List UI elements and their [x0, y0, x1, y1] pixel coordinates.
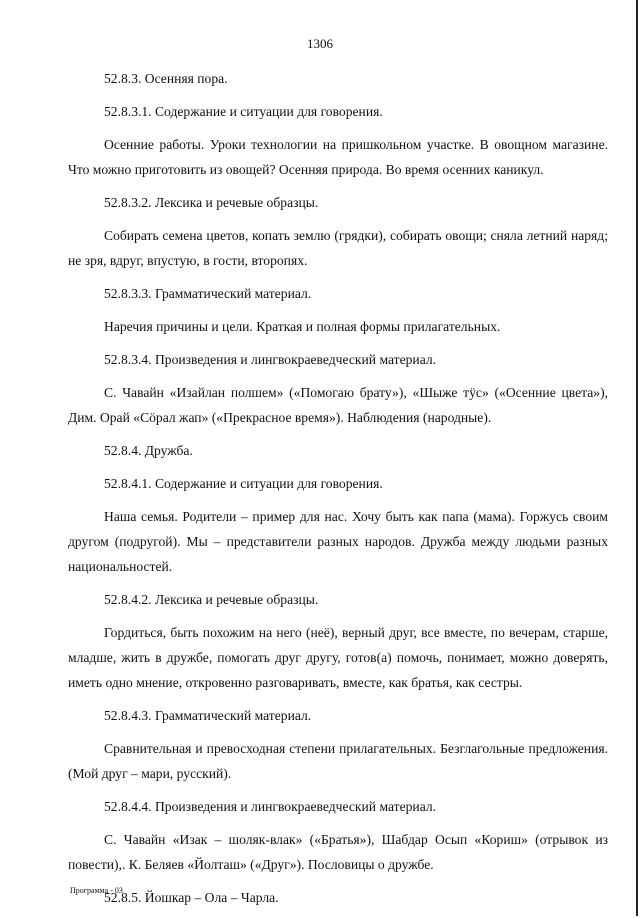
subsection-heading: 52.8.3.2. Лексика и речевые образцы. — [104, 195, 319, 210]
body-paragraph: Наречия причины и цели. Краткая и полная формы прилагательных. — [104, 319, 501, 334]
body-paragraph: Гордиться, быть похожим на него (неё), верный друг, все вместе, по вечерам, старше, младше, жить в дружбе, помогать друг другу, готов(а) помочь, понимает, можно доверять, иметь одно мнение, откровенно разговаривать, вместе, как братья, как сестры. — [68, 625, 608, 690]
body-paragraph: Осенние работы. Уроки технологии на пришкольном участке. В овощном магазине. Что можно приготовить из овощей? Осенняя природа. Во время осенних каникул. — [68, 137, 608, 177]
section-heading-52-8-3: 52.8.3. Осенняя пора. — [104, 71, 228, 86]
subsection-heading: 52.8.4.4. Произведения и лингвокраеведческий материал. — [104, 799, 437, 814]
subsection-heading: 52.8.3.3. Грамматический материал. — [104, 286, 312, 301]
page-number: 1306 — [307, 36, 333, 51]
subsection-heading: 52.8.3.4. Произведения и лингвокраеведческий материал. — [104, 352, 437, 367]
document-body — [68, 66, 608, 918]
section-heading-52-8-4: 52.8.4. Дружба. — [104, 443, 193, 458]
section-heading-52-8-5: 52.8.5. Йошкар – Ола – Чарла. — [104, 890, 279, 905]
body-paragraph: Наша семья. Родители – пример для нас. Хочу быть как папа (мама). Горжусь своим другом (подругой). Мы – представители разных народов. Дружба между людьми разных национальностей. — [68, 509, 608, 574]
subsection-heading: 52.8.4.1. Содержание и ситуации для говорения. — [104, 476, 383, 491]
body-paragraph: С. Чавайн «Изайлан полшем» («Помогаю брату»), «Шыже тӱс» («Осенние цвета»), Дим. Орай «Сӧрал жап» («Прекрасное время»). Наблюдения (народные). — [68, 385, 608, 425]
subsection-heading: 52.8.4.3. Грамматический материал. — [104, 708, 312, 723]
footer-label: Программа - 03 — [70, 886, 123, 895]
subsection-heading: 52.8.4.2. Лексика и речевые образцы. — [104, 592, 319, 607]
body-paragraph: С. Чавайн «Изак – шоляк-влак» («Братья»), Шабдар Осып «Кориш» (отрывок из повести),. К. Беляев «Йолташ» («Друг»). Пословицы о дружбе. — [68, 832, 608, 872]
body-paragraph: Собирать семена цветов, копать землю (грядки), собирать овощи; сняла летний наряд; не зря, вдруг, впустую, в гости, второпях. — [68, 228, 608, 268]
subsection-heading: 52.8.3.1. Содержание и ситуации для говорения. — [104, 104, 383, 119]
body-paragraph: Сравнительная и превосходная степени прилагательных. Безглагольные предложения. (Мой друг – мари, русский). — [68, 741, 608, 781]
scan-edge-line — [636, 0, 638, 916]
